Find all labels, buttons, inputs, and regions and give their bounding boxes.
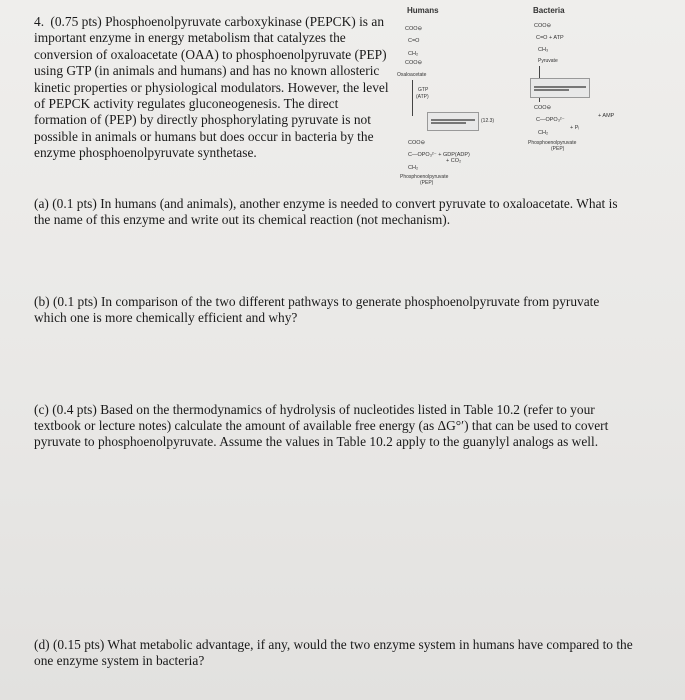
problem-number: 4.: [34, 14, 45, 29]
problem-statement: [34, 14, 390, 162]
bacteria-pep-ch2: CH₂: [538, 130, 549, 136]
problem-text: (0.75 pts) Phosphoenolpyruvate carboxykinase (PEPCK) is an important enzyme in energy metabolism that catalyzes the conversion of oxaloacetate (OAA) to phosphoenolpyruvate (PEP) using GTP (in animals and humans) and has no known allosteric kinetic properties or physiological modulators. However, the level of PEPCK activity regulates gluconeogenesis. The direct formation of (PEP) by directly phosphorylating pyruvate is not possible in animals or humans but does occur in bacteria by the enzyme phosphoenolpyruvate synthetase.: [34, 14, 389, 161]
pepck-enzyme-box: [427, 112, 479, 131]
humans-pep-coo: COO⊖: [408, 140, 426, 146]
question-a: (a) (0.1 pts) In humans (and animals), another enzyme is needed to convert pyruvate to oxaloacetate. What is the name of this enzyme and write out its chemical reaction (not mechanism).: [34, 196, 618, 227]
pyruvate-label: Pyruvate: [538, 58, 558, 64]
bacteria-heading: Bacteria: [533, 6, 565, 15]
bacteria-pyr-coo: COO⊖: [534, 23, 552, 29]
bacteria-pep-abbr: (PEP): [551, 146, 565, 152]
humans-pep-abbr: (PEP): [420, 180, 434, 186]
humans-oaa-ch2: CH₂: [408, 51, 419, 57]
humans-heading: Humans: [407, 6, 439, 15]
humans-gtp-label: GTP: [418, 87, 429, 93]
humans-arrow: [412, 80, 413, 116]
question-c: (c) (0.4 pts) Based on the thermodynamics of hydrolysis of nucleotides listed in Table 10.2 (refer to your textbook or lecture notes) calculate the amount of available free energy (as ΔG°′) that can be used to covert pyruvate to phosphoenolpyruvate. Assume the values in Table 10.2 apply to the guanylyl analogs as well.: [34, 402, 609, 449]
bacteria-pi: + Pᵢ: [570, 125, 580, 131]
oxaloacetate-label: Oxaloacetate: [397, 72, 427, 78]
humans-oaa-coo-bottom: COO⊖: [405, 60, 423, 66]
bacteria-pep-c-opo: C—OPO₃²⁻: [536, 117, 565, 123]
bacteria-pep-coo: COO⊖: [534, 105, 552, 111]
question-d: (d) (0.15 pts) What metabolic advantage, if any, would the two enzyme system in humans have compared to the one enzyme system in bacteria?: [34, 637, 633, 668]
pep-synthetase-box: [530, 78, 590, 98]
humans-pep-name: Phosphoenolpyruvate: [400, 174, 449, 180]
bacteria-pyr-co-atp: C=O + ATP: [536, 35, 564, 41]
humans-pep-co2: + CO₂: [446, 158, 462, 164]
humans-oaa-label: [397, 72, 426, 78]
bacteria-amp: + AMP: [598, 113, 615, 119]
humans-pep-c: C—OPO₃²⁻ + GDP(ADP): [408, 152, 470, 158]
bacteria-pyr-ch3: CH₃: [538, 47, 549, 53]
question-b: (b) (0.1 pts) In comparison of the two different pathways to generate phosphoenolpyruvate from pyruvate which one is more chemically efficient and why?: [34, 294, 600, 325]
enzyme-ref-label: (12.3): [481, 118, 495, 124]
bacteria-pep-name: Phosphoenolpyruvate: [528, 140, 577, 146]
humans-oaa-co: C=O: [408, 38, 420, 44]
humans-atp-label: (ATP): [416, 94, 429, 100]
humans-oaa-coo-top: COO⊖: [405, 26, 423, 32]
humans-pep-ch2: CH₂: [408, 165, 419, 171]
